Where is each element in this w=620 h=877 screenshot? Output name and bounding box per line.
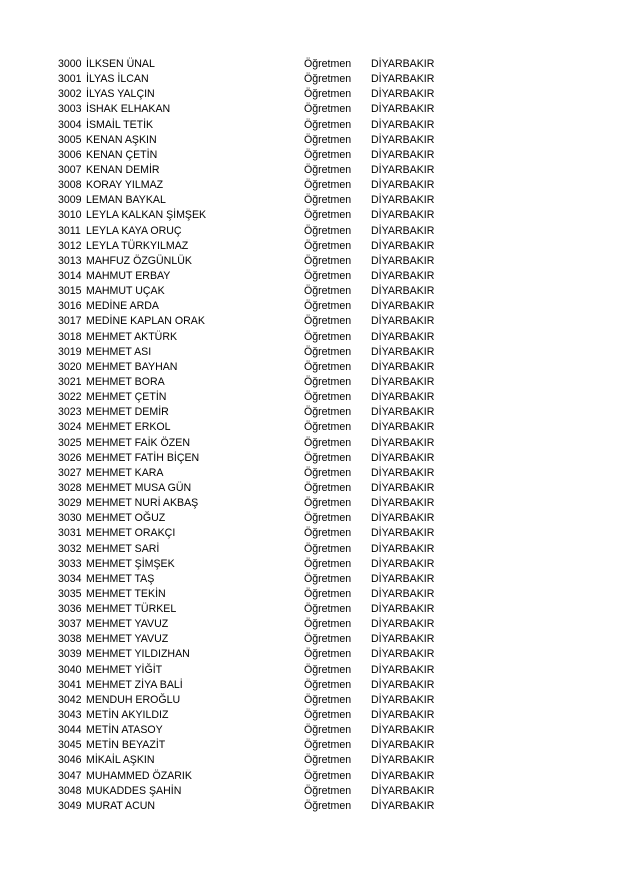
city-name: DİYARBAKIR bbox=[371, 587, 435, 600]
list-row bbox=[58, 466, 458, 481]
city-name: DİYARBAKIR bbox=[371, 209, 435, 222]
row-number: 3033 bbox=[58, 557, 82, 570]
job-title: Öğretmen bbox=[304, 451, 352, 464]
city-name: DİYARBAKIR bbox=[371, 784, 435, 797]
list-row bbox=[58, 542, 458, 557]
person-name: MUKADDES ŞAHİN bbox=[86, 784, 182, 797]
job-title: Öğretmen bbox=[304, 709, 352, 722]
row-number: 3018 bbox=[58, 330, 82, 343]
row-number: 3023 bbox=[58, 406, 82, 419]
person-name: KENAN DEMİR bbox=[86, 163, 160, 176]
city-name: DİYARBAKIR bbox=[371, 330, 435, 343]
person-name: MEHMET YAVUZ bbox=[86, 633, 169, 646]
person-name: MEHMET NURİ AKBAŞ bbox=[86, 497, 199, 510]
row-number: 3017 bbox=[58, 315, 82, 328]
list-row bbox=[58, 163, 458, 178]
city-name: DİYARBAKIR bbox=[371, 572, 435, 585]
job-title: Öğretmen bbox=[304, 360, 352, 373]
job-title: Öğretmen bbox=[304, 315, 352, 328]
row-number: 3009 bbox=[58, 194, 82, 207]
city-name: DİYARBAKIR bbox=[371, 678, 435, 691]
city-name: DİYARBAKIR bbox=[371, 724, 435, 737]
city-name: DİYARBAKIR bbox=[371, 769, 435, 782]
row-number: 3011 bbox=[58, 224, 81, 237]
city-name: DİYARBAKIR bbox=[371, 285, 435, 298]
row-number: 3015 bbox=[58, 285, 82, 298]
person-name: MEHMET BAYHAN bbox=[86, 360, 178, 373]
job-title: Öğretmen bbox=[304, 133, 352, 146]
job-title: Öğretmen bbox=[304, 254, 352, 267]
city-name: DİYARBAKIR bbox=[371, 709, 435, 722]
job-title: Öğretmen bbox=[304, 633, 352, 646]
list-row bbox=[58, 420, 458, 435]
job-title: Öğretmen bbox=[304, 663, 352, 676]
row-number: 3022 bbox=[58, 391, 82, 404]
list-row bbox=[58, 345, 458, 360]
city-name: DİYARBAKIR bbox=[371, 451, 435, 464]
list-row bbox=[58, 193, 458, 208]
person-name: LEYLA KALKAN ŞİMŞEK bbox=[86, 209, 207, 222]
list-row bbox=[58, 314, 458, 329]
row-number: 3042 bbox=[58, 693, 82, 706]
row-number: 3041 bbox=[58, 678, 82, 691]
row-number: 3044 bbox=[58, 724, 82, 737]
teacher-list bbox=[58, 57, 458, 814]
job-title: Öğretmen bbox=[304, 88, 352, 101]
job-title: Öğretmen bbox=[304, 421, 352, 434]
person-name: MEHMET TÜRKEL bbox=[86, 603, 177, 616]
city-name: DİYARBAKIR bbox=[371, 557, 435, 570]
list-row bbox=[58, 602, 458, 617]
person-name: MEHMET ASI bbox=[86, 345, 152, 358]
job-title: Öğretmen bbox=[304, 391, 352, 404]
city-name: DİYARBAKIR bbox=[371, 179, 435, 192]
person-name: MEHMET KARA bbox=[86, 466, 164, 479]
list-row bbox=[58, 330, 458, 345]
list-row bbox=[58, 375, 458, 390]
person-name: İLYAS İLCAN bbox=[86, 73, 149, 86]
job-title: Öğretmen bbox=[304, 345, 352, 358]
row-number: 3004 bbox=[58, 118, 82, 131]
row-number: 3001 bbox=[58, 73, 82, 86]
city-name: DİYARBAKIR bbox=[371, 754, 435, 767]
job-title: Öğretmen bbox=[304, 618, 352, 631]
city-name: DİYARBAKIR bbox=[371, 88, 435, 101]
city-name: DİYARBAKIR bbox=[371, 739, 435, 752]
city-name: DİYARBAKIR bbox=[371, 254, 435, 267]
row-number: 3006 bbox=[58, 148, 82, 161]
city-name: DİYARBAKIR bbox=[371, 58, 435, 70]
list-row bbox=[58, 617, 458, 632]
person-name: MEHMET ERKOL bbox=[86, 421, 171, 434]
city-name: DİYARBAKIR bbox=[371, 481, 435, 494]
list-row bbox=[58, 254, 458, 269]
list-row bbox=[58, 87, 458, 102]
list-row bbox=[58, 269, 458, 284]
list-row bbox=[58, 496, 458, 511]
person-name: İSHAK ELHAKAN bbox=[86, 103, 171, 116]
row-number: 3019 bbox=[58, 345, 82, 358]
city-name: DİYARBAKIR bbox=[371, 118, 435, 131]
person-name: MEHMET MUSA GÜN bbox=[86, 481, 192, 494]
city-name: DİYARBAKIR bbox=[371, 103, 435, 116]
job-title: Öğretmen bbox=[304, 497, 352, 510]
row-number: 3032 bbox=[58, 542, 82, 555]
person-name: MAHFUZ ÖZGÜNLÜK bbox=[86, 254, 192, 267]
list-row bbox=[58, 148, 458, 163]
person-name: KORAY YILMAZ bbox=[86, 179, 164, 192]
list-row bbox=[58, 678, 458, 693]
job-title: Öğretmen bbox=[304, 648, 352, 661]
city-name: DİYARBAKIR bbox=[371, 315, 435, 328]
city-name: DİYARBAKIR bbox=[371, 300, 435, 313]
job-title: Öğretmen bbox=[304, 587, 352, 600]
row-number: 3037 bbox=[58, 618, 82, 631]
job-title: Öğretmen bbox=[304, 239, 352, 252]
row-number: 3024 bbox=[58, 421, 82, 434]
city-name: DİYARBAKIR bbox=[371, 239, 435, 252]
job-title: Öğretmen bbox=[304, 330, 352, 343]
list-row bbox=[58, 360, 458, 375]
list-row bbox=[58, 557, 458, 572]
city-name: DİYARBAKIR bbox=[371, 360, 435, 373]
person-name: MEHMET ORAKÇI bbox=[86, 527, 176, 540]
job-title: Öğretmen bbox=[304, 300, 352, 313]
row-number: 3030 bbox=[58, 512, 82, 525]
list-row bbox=[58, 769, 458, 784]
job-title: Öğretmen bbox=[304, 285, 352, 298]
person-name: MAHMUT UÇAK bbox=[86, 285, 165, 298]
person-name: LEYLA TÜRKYILMAZ bbox=[86, 239, 189, 252]
city-name: DİYARBAKIR bbox=[371, 799, 435, 812]
person-name: İLKSEN ÜNAL bbox=[86, 58, 155, 70]
row-number: 3020 bbox=[58, 360, 82, 373]
list-row bbox=[58, 753, 458, 768]
job-title: Öğretmen bbox=[304, 73, 352, 86]
row-number: 3045 bbox=[58, 739, 82, 752]
city-name: DİYARBAKIR bbox=[371, 512, 435, 525]
list-row bbox=[58, 118, 458, 133]
job-title: Öğretmen bbox=[304, 512, 352, 525]
city-name: DİYARBAKIR bbox=[371, 375, 435, 388]
list-row bbox=[58, 526, 458, 541]
person-name: MEHMET FAİK ÖZEN bbox=[86, 436, 190, 449]
city-name: DİYARBAKIR bbox=[371, 466, 435, 479]
person-name: MEHMET YILDIZHAN bbox=[86, 648, 190, 661]
row-number: 3010 bbox=[58, 209, 82, 222]
job-title: Öğretmen bbox=[304, 769, 352, 782]
job-title: Öğretmen bbox=[304, 724, 352, 737]
row-number: 3048 bbox=[58, 784, 82, 797]
list-row bbox=[58, 799, 458, 814]
person-name: MEHMET AKTÜRK bbox=[86, 330, 178, 343]
row-number: 3035 bbox=[58, 587, 82, 600]
row-number: 3008 bbox=[58, 179, 82, 192]
row-number: 3002 bbox=[58, 88, 82, 101]
list-row bbox=[58, 208, 458, 223]
person-name: MEHMET ÇETİN bbox=[86, 391, 167, 404]
person-name: LEMAN BAYKAL bbox=[86, 194, 166, 207]
row-number: 3047 bbox=[58, 769, 82, 782]
person-name: MEHMET SARİ bbox=[86, 542, 160, 555]
person-name: KENAN ÇETİN bbox=[86, 148, 158, 161]
person-name: MEHMET YİĞİT bbox=[86, 663, 163, 676]
person-name: MEHMET OĞUZ bbox=[86, 512, 166, 525]
city-name: DİYARBAKIR bbox=[371, 345, 435, 358]
city-name: DİYARBAKIR bbox=[371, 194, 435, 207]
city-name: DİYARBAKIR bbox=[371, 391, 435, 404]
job-title: Öğretmen bbox=[304, 103, 352, 116]
row-number: 3036 bbox=[58, 603, 82, 616]
job-title: Öğretmen bbox=[304, 784, 352, 797]
list-row bbox=[58, 178, 458, 193]
row-number: 3049 bbox=[58, 799, 82, 812]
job-title: Öğretmen bbox=[304, 224, 352, 237]
job-title: Öğretmen bbox=[304, 527, 352, 540]
city-name: DİYARBAKIR bbox=[371, 633, 435, 646]
row-number: 3043 bbox=[58, 709, 82, 722]
list-row bbox=[58, 57, 458, 72]
city-name: DİYARBAKIR bbox=[371, 618, 435, 631]
job-title: Öğretmen bbox=[304, 58, 352, 70]
job-title: Öğretmen bbox=[304, 693, 352, 706]
list-row bbox=[58, 572, 458, 587]
row-number: 3029 bbox=[58, 497, 82, 510]
row-number: 3021 bbox=[58, 375, 82, 388]
city-name: DİYARBAKIR bbox=[371, 542, 435, 555]
person-name: İSMAİL TETİK bbox=[86, 118, 154, 131]
row-number: 3028 bbox=[58, 481, 82, 494]
row-number: 3040 bbox=[58, 663, 82, 676]
job-title: Öğretmen bbox=[304, 194, 352, 207]
job-title: Öğretmen bbox=[304, 406, 352, 419]
list-row bbox=[58, 647, 458, 662]
list-row bbox=[58, 451, 458, 466]
city-name: DİYARBAKIR bbox=[371, 693, 435, 706]
person-name: METİN BEYAZİT bbox=[86, 739, 166, 752]
list-row bbox=[58, 133, 458, 148]
job-title: Öğretmen bbox=[304, 118, 352, 131]
row-number: 3038 bbox=[58, 633, 82, 646]
list-row bbox=[58, 72, 458, 87]
person-name: MİKAİL AŞKIN bbox=[86, 754, 155, 767]
row-number: 3026 bbox=[58, 451, 82, 464]
person-name: MAHMUT ERBAY bbox=[86, 269, 171, 282]
city-name: DİYARBAKIR bbox=[371, 133, 435, 146]
list-row bbox=[58, 102, 458, 117]
row-number: 3003 bbox=[58, 103, 82, 116]
city-name: DİYARBAKIR bbox=[371, 663, 435, 676]
list-row bbox=[58, 693, 458, 708]
job-title: Öğretmen bbox=[304, 436, 352, 449]
row-number: 3016 bbox=[58, 300, 82, 313]
person-name: İLYAS YALÇIN bbox=[86, 88, 155, 101]
job-title: Öğretmen bbox=[304, 209, 352, 222]
list-row bbox=[58, 632, 458, 647]
person-name: MEHMET ŞİMŞEK bbox=[86, 557, 175, 570]
job-title: Öğretmen bbox=[304, 557, 352, 570]
row-number: 3034 bbox=[58, 572, 82, 585]
person-name: MEHMET YAVUZ bbox=[86, 618, 169, 631]
list-row bbox=[58, 284, 458, 299]
city-name: DİYARBAKIR bbox=[371, 163, 435, 176]
job-title: Öğretmen bbox=[304, 163, 352, 176]
job-title: Öğretmen bbox=[304, 678, 352, 691]
list-row bbox=[58, 390, 458, 405]
person-name: MEHMET ZİYA BALİ bbox=[86, 678, 183, 691]
list-row bbox=[58, 436, 458, 451]
city-name: DİYARBAKIR bbox=[371, 224, 435, 237]
city-name: DİYARBAKIR bbox=[371, 527, 435, 540]
row-number: 3031 bbox=[58, 527, 82, 540]
list-row bbox=[58, 481, 458, 496]
person-name: MUHAMMED ÖZARIK bbox=[86, 769, 192, 782]
city-name: DİYARBAKIR bbox=[371, 148, 435, 161]
city-name: DİYARBAKIR bbox=[371, 497, 435, 510]
city-name: DİYARBAKIR bbox=[371, 648, 435, 661]
city-name: DİYARBAKIR bbox=[371, 73, 435, 86]
person-name: MEHMET FATİH BİÇEN bbox=[86, 451, 200, 464]
list-row bbox=[58, 405, 458, 420]
row-number: 3014 bbox=[58, 269, 82, 282]
person-name: MEHMET DEMİR bbox=[86, 406, 169, 419]
job-title: Öğretmen bbox=[304, 739, 352, 752]
list-row bbox=[58, 239, 458, 254]
row-number: 3013 bbox=[58, 254, 82, 267]
list-row bbox=[58, 738, 458, 753]
person-name: MEHMET TAŞ bbox=[86, 572, 155, 585]
person-name: MENDUH EROĞLU bbox=[86, 693, 181, 706]
row-number: 3012 bbox=[58, 239, 82, 252]
job-title: Öğretmen bbox=[304, 603, 352, 616]
list-row bbox=[58, 224, 458, 239]
list-row bbox=[58, 784, 458, 799]
city-name: DİYARBAKIR bbox=[371, 436, 435, 449]
job-title: Öğretmen bbox=[304, 466, 352, 479]
list-row bbox=[58, 708, 458, 723]
row-number: 3005 bbox=[58, 133, 82, 146]
job-title: Öğretmen bbox=[304, 148, 352, 161]
job-title: Öğretmen bbox=[304, 179, 352, 192]
person-name: METİN AKYILDIZ bbox=[86, 709, 169, 722]
job-title: Öğretmen bbox=[304, 572, 352, 585]
list-row bbox=[58, 299, 458, 314]
row-number: 3007 bbox=[58, 163, 82, 176]
person-name: MEDİNE KAPLAN ORAK bbox=[86, 315, 205, 328]
list-row bbox=[58, 723, 458, 738]
city-name: DİYARBAKIR bbox=[371, 269, 435, 282]
person-name: MURAT ACUN bbox=[86, 799, 156, 812]
city-name: DİYARBAKIR bbox=[371, 603, 435, 616]
city-name: DİYARBAKIR bbox=[371, 421, 435, 434]
job-title: Öğretmen bbox=[304, 481, 352, 494]
person-name: MEHMET BORA bbox=[86, 375, 165, 388]
person-name: KENAN AŞKIN bbox=[86, 133, 157, 146]
person-name: METİN ATASOY bbox=[86, 724, 163, 737]
city-name: DİYARBAKIR bbox=[371, 406, 435, 419]
job-title: Öğretmen bbox=[304, 269, 352, 282]
row-number: 3039 bbox=[58, 648, 82, 661]
row-number: 3000 bbox=[58, 58, 82, 70]
person-name: LEYLA KAYA ORUÇ bbox=[86, 224, 182, 237]
list-row bbox=[58, 587, 458, 602]
job-title: Öğretmen bbox=[304, 542, 352, 555]
person-name: MEDİNE ARDA bbox=[86, 300, 159, 313]
person-name: MEHMET TEKİN bbox=[86, 587, 166, 600]
list-row bbox=[58, 511, 458, 526]
job-title: Öğretmen bbox=[304, 799, 352, 812]
job-title: Öğretmen bbox=[304, 375, 352, 388]
row-number: 3025 bbox=[58, 436, 82, 449]
row-number: 3027 bbox=[58, 466, 82, 479]
job-title: Öğretmen bbox=[304, 754, 352, 767]
row-number: 3046 bbox=[58, 754, 82, 767]
list-row bbox=[58, 663, 458, 678]
